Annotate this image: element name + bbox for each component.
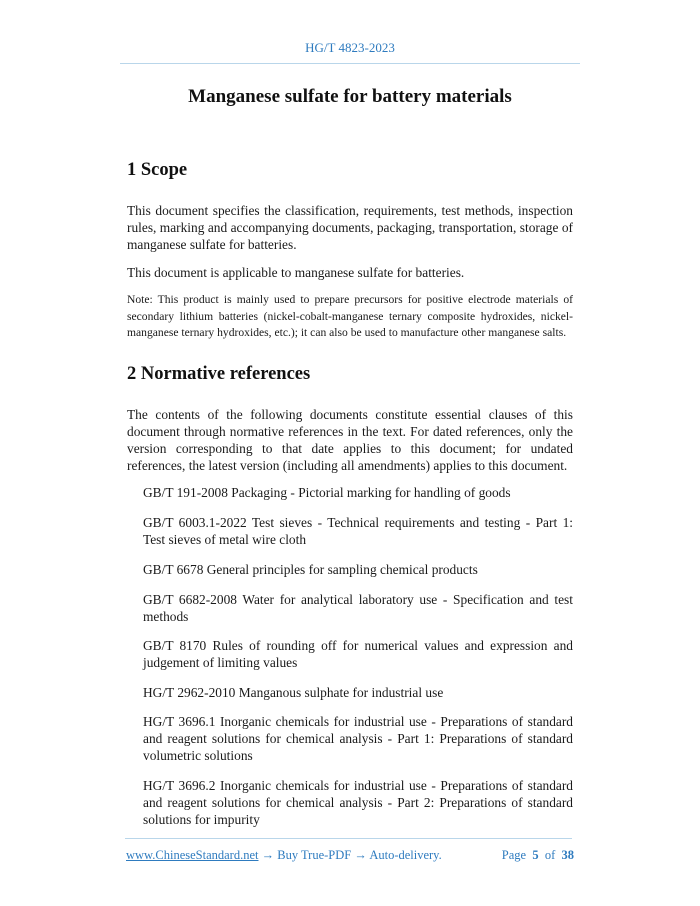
buy-true-pdf-text: Buy True-PDF	[277, 848, 352, 862]
page-label: Page	[501, 848, 527, 862]
document-title: Manganese sulfate for battery materials	[188, 86, 512, 107]
page-of-label: of	[544, 848, 556, 862]
page-indicator	[502, 848, 574, 863]
auto-delivery-text: Auto-delivery.	[369, 848, 442, 862]
section-heading-normative-references: 2 Normative references	[127, 364, 311, 384]
footer-divider	[125, 838, 572, 839]
current-page-number: 5	[532, 848, 539, 862]
reference-item: GB/T 6003.1-2022 Test sieves - Technical requirements and testing - Part 1: Test sieves of metal wire cloth	[143, 515, 573, 547]
normative-references-intro: The contents of the following documents constitute essential clauses of this document through normative references in the text. For dated references, only the version corresponding to that date applies to this document; for undated references, the latest version (including all amendments) applies to this document.	[127, 407, 573, 473]
total-page-count: 38	[561, 848, 574, 862]
reference-item: GB/T 191-2008 Packaging - Pictorial marking for handling of goods	[143, 485, 511, 500]
header-divider	[120, 63, 580, 64]
reference-item: HG/T 2962-2010 Manganous sulphate for industrial use	[143, 685, 444, 700]
reference-item: HG/T 3696.1 Inorganic chemicals for industrial use - Preparations of standard and reagent solutions for chemical analysis - Part 1: Preparations of standard volumetric solutions	[143, 714, 573, 763]
scope-paragraph-1: This document specifies the classification, requirements, test methods, inspection rules, marking and accompanying documents, packaging, transportation, storage of manganese sulfate for batteries.	[127, 203, 573, 252]
scope-note: Note: This product is mainly used to prepare precursors for positive electrode materials of secondary lithium batteries (nickel-cobalt-manganese ternary composite hydroxides, nickel-manganese ternary hydroxides, etc.); it can also be used to manufacture other manganese salts.	[127, 293, 573, 339]
chinese-standard-link[interactable]: www.ChineseStandard.net	[126, 848, 259, 862]
arrow-right-icon: →	[261, 848, 275, 862]
section-heading-scope: 1 Scope	[127, 160, 188, 180]
page-footer	[126, 848, 574, 863]
scope-paragraph-2: This document is applicable to manganese sulfate for batteries.	[127, 265, 465, 280]
arrow-right-icon: →	[354, 848, 367, 862]
standard-code-header: HG/T 4823-2023	[305, 40, 395, 55]
reference-item: GB/T 8170 Rules of rounding off for numerical values and expression and judgement of limiting values	[143, 638, 573, 670]
reference-item: HG/T 3696.2 Inorganic chemicals for industrial use - Preparations of standard and reagent solutions for chemical analysis - Part 2: Preparations of standard solutions for impurity	[143, 778, 573, 827]
reference-item: GB/T 6682-2008 Water for analytical laboratory use - Specification and test methods	[143, 592, 573, 624]
reference-item: GB/T 6678 General principles for sampling chemical products	[143, 562, 478, 577]
